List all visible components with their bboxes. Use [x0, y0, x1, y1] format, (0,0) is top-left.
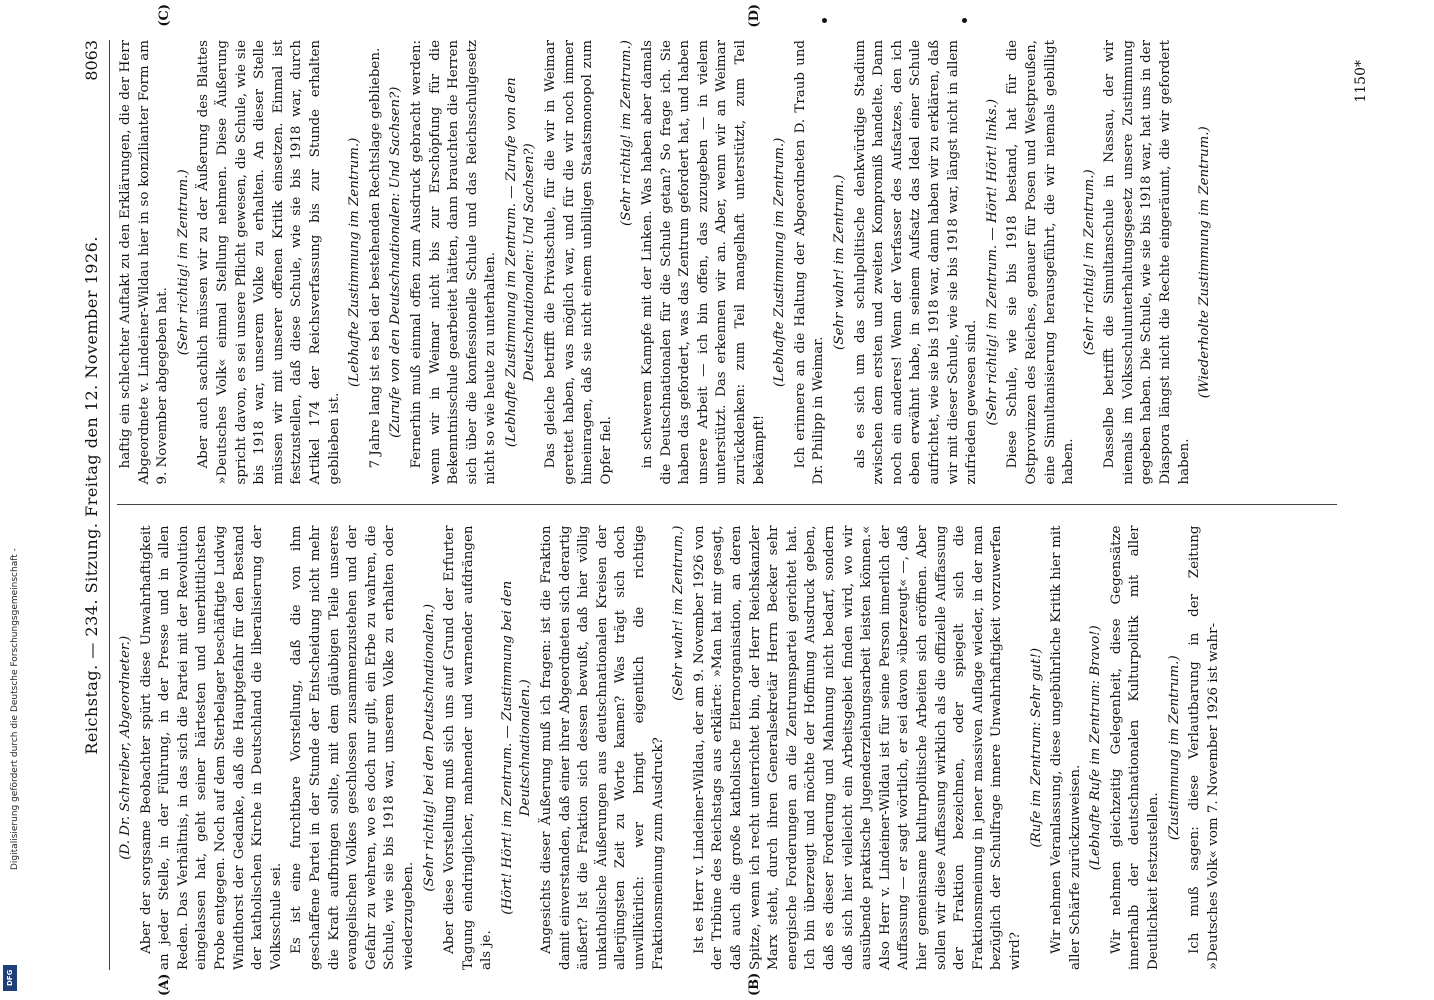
- interjection: (Zurufe von den Deutschnationalen: Und Sachsen?): [388, 86, 404, 438]
- digitization-note: Digitalisierung gefördert durch die Deutsche Forschungsgemeinschaft -: [10, 548, 20, 870]
- paragraph: 7 Jahre lang ist es bei der bestehenden Rechtslage geblieben.: [367, 47, 383, 469]
- margin-mark-b: (B): [747, 972, 762, 996]
- header-title: Reichstag. — 234. Sitzung. Freitag den 12. November 1926.: [82, 236, 101, 755]
- interjection: (Sehr richtig! im Zentrum.): [619, 40, 635, 226]
- paragraph: Aber der sorgsame Beobachter spürt diese Unwahrhaftigkeit an jeder Stelle, in der Führung, in der Presse und in allen Reden. Das Verhältnis, in das sich die Partei mit der Revolution eingelassen hat, geht seiner härtesten und unerbittlichsten Probe entgegen. Noch auf dem Sterbelager beschäftigte Ludwig Windthorst der Gedanke, daß die Hauptgefahr für den Bestand der katholischen Kirche in Deutschland die liberalisierung der Volksschule sei.: [138, 525, 284, 970]
- bullet-mark: [962, 18, 967, 23]
- margin-mark-c: (C): [157, 4, 172, 27]
- paragraph: Dasselbe betrifft die Simultanschule in Nassau, der wir niemals im Volksschulunterhaltungsgesetz unsere Zustimmung gegeben haben. Die Schule, wie sie bis 1918 war, hat uns in der Diaspora längst nicht die Rechte eingeräumt, die wir gefordert haben.: [1102, 40, 1192, 485]
- interjection: (Sehr richtig! bei den Deutschnationalen.): [421, 603, 437, 892]
- text-columns: [117, 40, 1337, 970]
- interjection: (Lebhafte Zustimmung im Zentrum.): [772, 137, 788, 387]
- right-column: [117, 40, 1337, 485]
- paragraph: Ich erinnere an die Haltung der Abgeordneten D. Traub und Dr. Philipp in Weimar.: [792, 40, 827, 485]
- paragraph: Es ist eine furchtbare Vorstellung, daß die von ihm geschaffene Partei in der Stunde der Entscheidung nicht mehr die Kraft aufbringen sollte, mit dem gläubigen Teile unseres evangelischen Volkes geschlossen zusammenzustehen und der Gefahr zu wehren, wo es doch nur gilt, ein Erbe zu wahren, die Schule, wie sie bis 1918 war, unserem Volke zu erhalten oder wiederzugeben.: [289, 525, 416, 970]
- interjection: (Sehr richtig! im Zentrum. — Hört! Hört! links.): [984, 98, 1000, 426]
- paragraph: Das gleiche betrifft die Privatschule, für die wir in Weimar gerettet haben, was möglich war, und für die wir noch immer hineinragen, daß sie nicht einem unbilligen Staatsmonopol zum Opfer fiel.: [543, 40, 614, 485]
- paragraph: Fernerhin muß einmal offen zum Ausdruck gebracht werden: wenn wir in Weimar nicht bis zur Erschöpfung für die Bekenntnisschule gearbeitet hätten, dann brauchten die Herren sich über die konfessionelle Schule und das Reichsschulgesetz nicht so wie heute zu unterhalten.: [408, 40, 499, 485]
- paragraph: Aber auch sachlich müssen wir zu der Äußerung des Blattes »Deutsches Volk« einmal Stellung nehmen. Diese Äußerung spricht davon, es sei unsere Pflicht gewesen, die Schule, wie sie bis 1918 war, unserem Volke zu erhalten. An dieser Stelle müssen wir mit unserer offenen Kritik einsetzen. Einmal ist festzustellen, daß diese Schule, wie sie bis 1918 war, durch Artikel 174 der Reichsverfassung bis zur Stunde erhalten geblieben ist.: [196, 40, 342, 485]
- paragraph: haftig ein schlechter Auftakt zu den Erklärungen, die der Herr Abgeordnete v. Lindeiner-Wildau hier in so konzilianter Form am 9. November abgegeben hat.: [118, 40, 171, 485]
- paragraph: Ich muß sagen: diese Verlautbarung in der Zeitung »Deutsches Volk« vom 7. November 1926 ist wahr-: [1187, 525, 1221, 970]
- interjection: (Sehr wahr! im Zentrum.): [831, 174, 847, 350]
- interjection: (Sehr richtig! im Zentrum.): [1081, 169, 1097, 356]
- page-header: [57, 40, 101, 970]
- paragraph: Wir nehmen gleichzeitig Gelegenheit, diese Gegensätze innerhalb der deutschnationalen Kulturpolitik mit aller Deutlichkeit festzustellen.: [1108, 525, 1162, 970]
- digitization-strip: [0, 0, 20, 1000]
- interjection: (Sehr richtig! im Zentrum.): [175, 169, 191, 356]
- margin-mark-d: (D): [747, 4, 762, 28]
- column-divider: [117, 505, 1337, 506]
- paragraph: Wir nehmen Veranlassung, diese ungebührliche Kritik hier mit aller Schärfe zurückzuweisen.: [1049, 525, 1083, 970]
- header-rule: [109, 40, 110, 970]
- interjection: (Hört! Hört! im Zentrum. — Zustimmung bei den Deutschnationalen.): [499, 580, 534, 915]
- bullet-mark: [822, 18, 827, 23]
- paragraph: Aber diese Vorstellung muß sich uns auf Grund der Erfurter Tagung eindringlicher, mahnender und warnender aufdrängen als je.: [442, 525, 495, 970]
- dfg-logo: DFG: [3, 965, 17, 991]
- paragraph: Angesichts dieser Äußerung muß ich fragen: ist die Fraktion damit einverstanden, daß einer ihrer Abgeordneten sich derartig äußert? Ist die Fraktion sich dessen bewußt, daß hier völlig unkatholische Äußerungen aus deutschnationalen Kreisen der allerjüngsten Zeit zu Worte kamen? Was trägt sich doch unwillkürlich: wer bringt eigentlich die richtige Fraktionsmeinung zum Ausdruck?: [539, 525, 666, 970]
- paragraph: Diese Schule, wie sie bis 1918 bestand, hat für die Ostprovinzen des Reiches, genauer für Posen und Westpreußen, eine Simultanisierung herausgeführt, die wir niemals gebilligt haben.: [1005, 40, 1077, 485]
- page-footer: 1150*: [1353, 60, 1369, 103]
- page-number: 8063: [82, 40, 101, 81]
- interjection: (Zustimmung im Zentrum.): [1166, 655, 1182, 841]
- interjection: (Wiederholte Zustimmung im Zentrum.): [1197, 126, 1213, 399]
- interjection: (Lebhafte Zustimmung im Zentrum. — Zurufe von den Deutschnationalen: Und Sachsen?): [503, 77, 538, 448]
- paragraph: in schwerem Kampfe mit der Linken. Was haben aber damals die Deutschnationalen für die Schule getan? So frage ich. Sie haben das gefordert, was das Zentrum gefordert hat, und haben unsere Arbeit — ich bin offen, das zuzugeben — in vielem unterstützt. Das erkennen wir an. Aber, wenn wir an Weimar zurückdenken: zum Teil mangelhaft unterstützt, zum Teil bekämpft!: [640, 40, 767, 485]
- left-column: [117, 526, 1337, 971]
- paragraph: Ist es Herr v. Lindeiner-Wildau, der am 9. November 1926 von der Tribüne des Reichstags aus erklärte: »Man hat mir gesagt, daß auch die große katholische Elternorganisation, an deren Spitze, wenn ich recht unterrichtet bin, der Herr Reichskanzler Marx steht, durch ihren Generalsekretär Herrn Becker sehr energische Forderungen an die Zentrumspartei gerichtet hat. Ich bin überzeugt und möchte der Hoffnung Ausdruck geben, daß es dieser Forderung und Mahnung nicht bedarf, sondern daß sich hier vielleicht ein Arbeitsgebiet finden wird, wo wir ausübende praktische Jugenderziehungsarbeit leisten können.« Also Herr v. Lindeiner-Wildau ist für seine Person innerlich der Auffassung — er sagt wörtlich, er sei davon »überzeugt« —, daß hier gemeinsame kulturpolitische Arbeiten sich eröffnen. Aber sollen wir diese Auffassung wirklich als die offizielle Auffassung der Fraktion bezeichnen, oder spiegelt sich die Fraktionsmeinung in jener massiven Auflage wieder, in der man bezüglich der Schulfrage innere Unwahrhaftigkeit vorzuwerfen wird?: [691, 525, 1023, 970]
- interjection: (Lebhafte Rufe im Zentrum: Bravo!): [1088, 625, 1104, 871]
- interjection: (Rufe im Zentrum: Sehr gut!): [1028, 647, 1044, 848]
- interjection: (Sehr wahr! im Zentrum.): [671, 525, 687, 701]
- interjection: (Lebhafte Zustimmung im Zentrum.): [347, 137, 363, 387]
- speaker-line: (D. Dr. Schreiber, Abgeordneter.): [118, 635, 133, 860]
- paragraph: als es sich um das schulpolitische denkwürdige Stadium zwischen dem ersten und zweiten Kompromiß handelte. Dann noch ein anderes! Wenn der Verfasser des Aufsatzes, den ich eben erwähnt habe, in seinem Aufsatz das Ideal einer Schule aufrichtet, wie sie bis 1918 war, dann haben wir zu erklären, daß wir mit dieser Schule, wie sie bis 1918 war, längst nicht in allem zufrieden gewesen sind.: [852, 40, 980, 485]
- margin-mark-a: (A): [157, 973, 172, 996]
- document-page: [57, 0, 1377, 1000]
